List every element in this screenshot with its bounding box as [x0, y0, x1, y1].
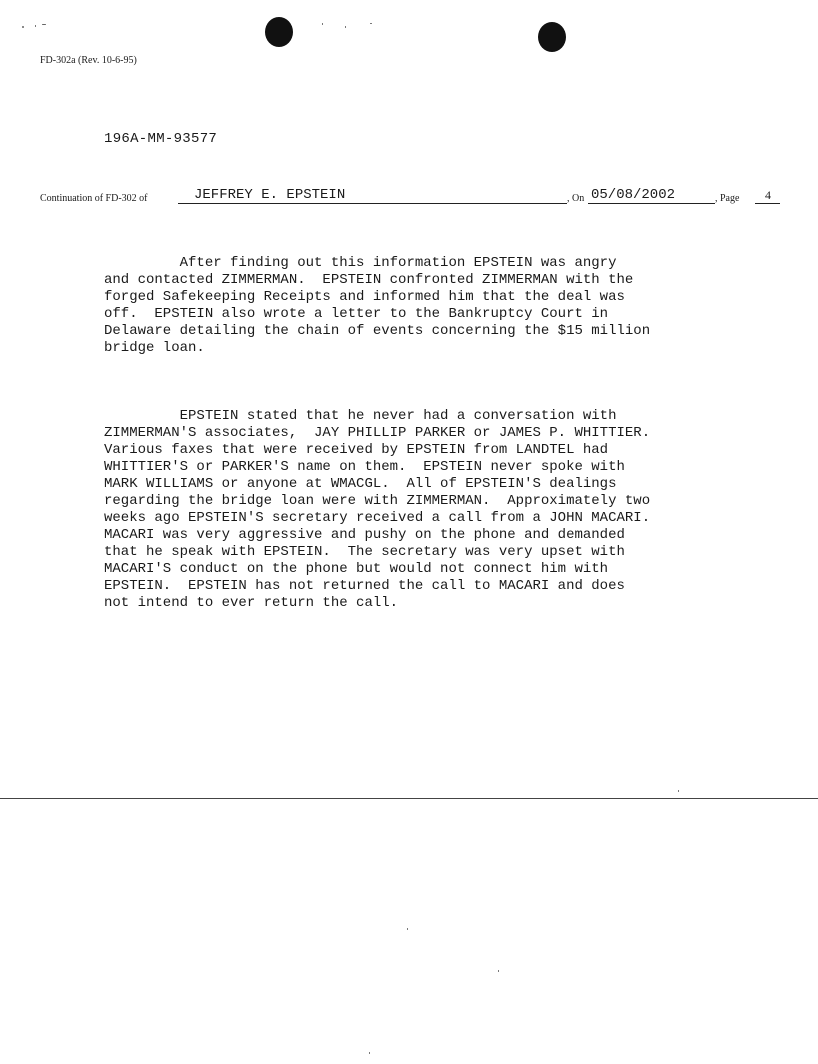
continuation-label: Continuation of FD-302 of: [40, 193, 148, 204]
page-divider-line: [0, 798, 818, 799]
scan-speck: [345, 26, 346, 28]
page-underline: [755, 203, 780, 204]
page-label: , Page: [715, 193, 740, 204]
scan-speck: [407, 928, 408, 930]
on-label: , On: [567, 193, 585, 204]
subject-underline: [178, 203, 567, 204]
scan-speck: [22, 26, 24, 28]
continuation-line: [40, 186, 780, 206]
file-number: 196A-MM-93577: [104, 131, 218, 147]
subject-name: JEFFREY E. EPSTEIN: [194, 187, 346, 203]
scan-speck: [322, 23, 323, 25]
punch-hole-right: [538, 22, 566, 52]
form-id: FD-302a (Rev. 10-6-95): [40, 55, 137, 66]
scan-speck: [42, 24, 46, 25]
scan-speck: [35, 25, 36, 27]
page-number: 4: [765, 188, 771, 202]
scan-speck: [370, 23, 372, 24]
interview-body: [104, 221, 744, 646]
scan-speck: [498, 970, 499, 972]
paragraph: EPSTEIN stated that he never had a conversation with ZIMMERMAN'S associates, JAY PHILLIP PARKER or JAMES P. WHITTIER. Various faxes that were received by EPSTEIN from LANDTEL had WHITTIER'S or PARKER'S name on them. EPSTEIN never spoke with MARK WILLIAMS or anyone at WMACGL. All of EPSTEIN'S dealings regarding the bridge loan were with ZIMMERMAN. Approximately two weeks ago EPSTEIN'S secretary received a call from a JOHN MACARI. MACARI was very aggressive and pushy on the phone and demanded that he speak with EPSTEIN. The secretary was very upset with MACARI'S conduct on the phone but would not connect him with EPSTEIN. EPSTEIN has not returned the call to MACARI and does not intend to ever return the call.: [104, 408, 651, 611]
punch-hole-left: [265, 17, 293, 47]
scan-speck: [678, 790, 679, 792]
scan-speck: [369, 1052, 370, 1054]
date-underline: [588, 203, 715, 204]
interview-date: 05/08/2002: [591, 187, 676, 203]
paragraph: After finding out this information EPSTEIN was angry and contacted ZIMMERMAN. EPSTEIN confronted ZIMMERMAN with the forged Safekeeping Receipts and informed him that the deal was off. EPSTEIN also wrote a letter to the Bankruptcy Court in Delaware detailing the chain of events concerning the $15 million bridge loan.: [104, 255, 651, 356]
